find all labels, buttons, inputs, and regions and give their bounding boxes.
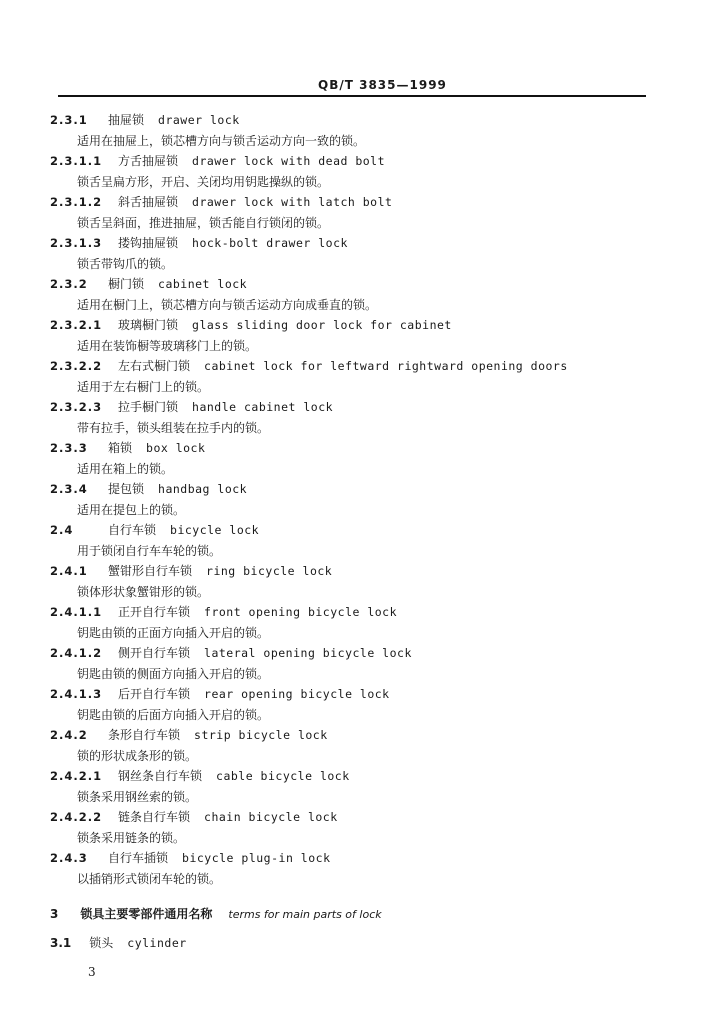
term-line: [50, 563, 332, 579]
term-entry: [0, 563, 708, 604]
term-entry: [0, 440, 708, 481]
term-entry: [0, 112, 708, 153]
term-number: 2.3.2: [50, 277, 88, 291]
term-number: 2.3.1.1: [50, 154, 103, 168]
section-title: 锁具主要零部件通用名称: [80, 907, 213, 921]
term-chinese: 后开自行车锁: [118, 687, 191, 701]
term-entry: [0, 358, 708, 399]
term-chinese: 左右式橱门锁: [118, 359, 191, 373]
term-definition: 适用于左右橱门上的锁。: [77, 380, 210, 394]
term-number: 2.3.4: [50, 482, 88, 496]
term-chinese: 橱门锁: [108, 277, 145, 291]
term-definition: 钥匙由锁的正面方向插入开启的锁。: [77, 626, 270, 640]
term-definition: 锁舌带钩爪的锁。: [77, 257, 174, 271]
term-entry: [0, 194, 708, 235]
term-line: [50, 358, 568, 374]
term-number: 2.4.2: [50, 728, 88, 742]
term-number: 2.4.2.1: [50, 769, 103, 783]
term-number: 2.3.1.2: [50, 195, 103, 209]
term-line: [50, 276, 247, 292]
term-english: handbag lock: [158, 482, 248, 496]
term-line: [50, 768, 350, 784]
term-english: bicycle lock: [170, 523, 260, 537]
term-english: drawer lock with dead bolt: [192, 154, 386, 168]
term-english: cabinet lock for leftward rightward opening doors: [204, 359, 568, 373]
term-english: handle cabinet lock: [192, 400, 334, 414]
term-chinese: 钢丝条自行车锁: [118, 769, 203, 783]
term-number: 2.3.2.3: [50, 400, 103, 414]
term-english: hock-bolt drawer lock: [192, 236, 348, 250]
term-line: [50, 809, 338, 825]
term-entry: [0, 153, 708, 194]
term-definition: 适用在橱门上，锁芯槽方向与锁舌运动方向成垂直的锁。: [77, 298, 378, 312]
header-rule: [58, 95, 646, 97]
term-chinese: 玻璃橱门锁: [118, 318, 179, 332]
term-number: 2.4.1: [50, 564, 88, 578]
term-number: 2.3.1.3: [50, 236, 103, 250]
term-chinese: 正开自行车锁: [118, 605, 191, 619]
term-number: 2.3.2.1: [50, 318, 103, 332]
term-number: 2.4.3: [50, 851, 88, 865]
term-entry: [0, 645, 708, 686]
term-english: chain bicycle lock: [204, 810, 338, 824]
term-chinese: 搂钩抽屉锁: [118, 236, 179, 250]
term-entries: [0, 112, 708, 891]
term-line: [50, 112, 240, 128]
term-line: [50, 604, 397, 620]
term-entry: [0, 522, 708, 563]
term-entry: [0, 727, 708, 768]
term-english: drawer lock with latch bolt: [192, 195, 393, 209]
term-number: 2.4.2.2: [50, 810, 103, 824]
term-number: 2.3.3: [50, 441, 88, 455]
term-english: cabinet lock: [158, 277, 248, 291]
term-line: [50, 522, 259, 538]
term-chinese: 斜舌抽屉锁: [118, 195, 179, 209]
term-chinese: 条形自行车锁: [108, 728, 181, 742]
term-number: 2.3.2.2: [50, 359, 103, 373]
term-chinese: 自行车插锁: [108, 851, 169, 865]
section-number: 3: [50, 907, 59, 921]
term-definition: 锁的形状成条形的锁。: [77, 749, 198, 763]
term-english: bicycle plug-in lock: [182, 851, 331, 865]
term-line: [50, 399, 333, 415]
term-chinese: 链条自行车锁: [118, 810, 191, 824]
term-english: strip bicycle lock: [194, 728, 328, 742]
term-entry: [0, 481, 708, 522]
term-definition: 锁体形状象蟹钳形的锁。: [77, 585, 210, 599]
term-definition: 以插销形式锁闭车轮的锁。: [77, 872, 222, 886]
term-english: cylinder: [127, 936, 187, 950]
term-line: [50, 440, 205, 456]
term-definition: 适用在抽屉上，锁芯槽方向与锁舌运动方向一致的锁。: [77, 134, 366, 148]
section-title-english: terms for main parts of lock: [228, 908, 382, 921]
term-line: [50, 686, 390, 702]
term-chinese: 抽屉锁: [108, 113, 145, 127]
term-definition: 适用在提包上的锁。: [77, 503, 186, 517]
standard-code-header: QB/T 3835—1999: [318, 78, 447, 92]
term-definition: 锁条采用链条的锁。: [77, 831, 186, 845]
term-chinese: 自行车锁: [108, 523, 157, 537]
section-heading: [50, 905, 382, 922]
term-entry: [0, 604, 708, 645]
term-english: lateral opening bicycle lock: [204, 646, 412, 660]
term-line: [50, 194, 392, 210]
term-entry: [0, 809, 708, 850]
term-line: [50, 727, 328, 743]
term-english: glass sliding door lock for cabinet: [192, 318, 452, 332]
term-chinese: 方舌抽屉锁: [118, 154, 179, 168]
term-definition: 用于锁闭自行车车轮的锁。: [77, 544, 222, 558]
term-chinese: 蟹钳形自行车锁: [108, 564, 193, 578]
term-entry: [0, 399, 708, 440]
term-entry: [0, 317, 708, 358]
term-number: 2.4: [50, 523, 74, 537]
term-english: box lock: [146, 441, 206, 455]
term-entry: [0, 276, 708, 317]
term-number: 2.4.1.3: [50, 687, 103, 701]
term-line: [50, 235, 348, 251]
term-english: drawer lock: [158, 113, 240, 127]
term-english: ring bicycle lock: [206, 564, 333, 578]
term-line: [50, 645, 412, 661]
term-line: [50, 481, 247, 497]
term-chinese: 锁头: [89, 936, 114, 950]
term-definition: 锁舌呈扁方形，开启、关闭均用钥匙操纵的锁。: [77, 175, 330, 189]
term-definition: 锁舌呈斜面，推进抽屉，锁舌能自行锁闭的锁。: [77, 216, 330, 230]
page-number: 3: [88, 965, 96, 979]
term-chinese: 侧开自行车锁: [118, 646, 191, 660]
term-definition: 适用在箱上的锁。: [77, 462, 174, 476]
term-english: cable bicycle lock: [216, 769, 350, 783]
term-english: front opening bicycle lock: [204, 605, 398, 619]
term-definition: 锁条采用钢丝索的锁。: [77, 790, 198, 804]
term-entry: [0, 850, 708, 891]
term-entry: [0, 768, 708, 809]
term-entry: [0, 235, 708, 276]
term-number: 2.3.1: [50, 113, 88, 127]
term-definition: 钥匙由锁的后面方向插入开启的锁。: [77, 708, 270, 722]
term-number: 2.4.1.2: [50, 646, 103, 660]
term-line: [50, 850, 331, 866]
term-chinese: 箱锁: [108, 441, 133, 455]
term-chinese: 拉手橱门锁: [118, 400, 179, 414]
term-entry: [0, 686, 708, 727]
term-definition: 适用在装饰橱等玻璃移门上的锁。: [77, 339, 258, 353]
term-chinese: 提包锁: [108, 482, 145, 496]
term-english: rear opening bicycle lock: [204, 687, 390, 701]
term-line: [50, 153, 385, 169]
term-line: [50, 317, 452, 333]
last-term: [50, 934, 187, 951]
term-definition: 钥匙由锁的侧面方向插入开启的锁。: [77, 667, 270, 681]
term-number: 2.4.1.1: [50, 605, 103, 619]
term-number: 3.1: [50, 936, 72, 950]
term-definition: 带有拉手，锁头组装在拉手内的锁。: [77, 421, 270, 435]
